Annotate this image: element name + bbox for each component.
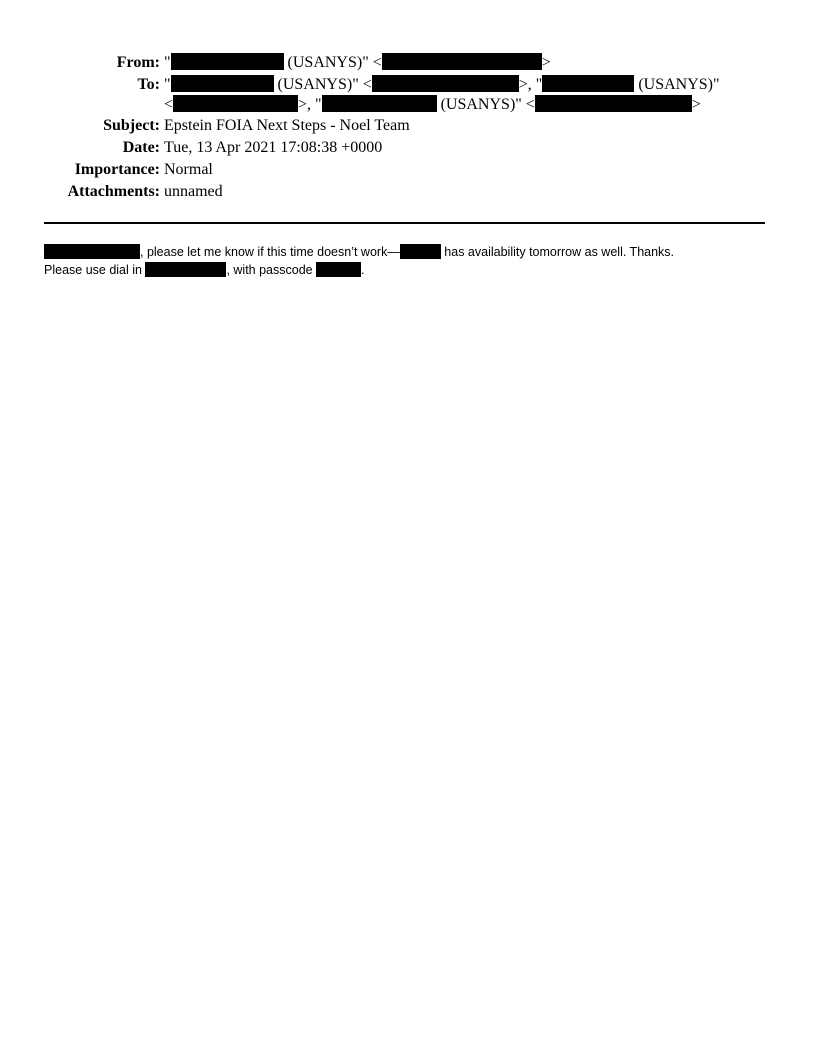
importance-row xyxy=(40,159,760,181)
date-value: Tue, 13 Apr 2021 17:08:38 +0000 xyxy=(164,139,383,156)
redaction-box xyxy=(44,244,140,259)
date-label: Date: xyxy=(122,139,160,156)
attachments-value: unnamed xyxy=(164,183,223,200)
from-value: " (USANYS)" < > xyxy=(164,54,551,71)
body-line-1: , please let me know if this time doesn’t work— has availability tomorrow as well. Thanks. xyxy=(44,243,764,261)
to-label: To: xyxy=(137,76,160,93)
redaction-box xyxy=(145,262,226,277)
from-label: From: xyxy=(116,54,160,71)
to-value-line2: < >, " (USANYS)" < > xyxy=(164,96,701,113)
subject-row xyxy=(40,115,760,137)
body-line-2: Please use dial in , with passcode . xyxy=(44,263,365,277)
redaction-box xyxy=(322,95,437,112)
redaction-box xyxy=(316,262,361,277)
header-divider xyxy=(44,222,765,224)
to-row xyxy=(40,74,760,96)
redaction-box xyxy=(171,53,284,70)
redaction-box xyxy=(542,75,634,92)
redaction-box xyxy=(535,95,692,112)
date-row xyxy=(40,137,760,159)
attachments-row xyxy=(40,181,760,203)
redaction-box xyxy=(372,75,519,92)
redaction-box xyxy=(171,75,274,92)
redaction-box xyxy=(382,53,542,70)
to-value-line1: " (USANYS)" < >, " (USANYS)" xyxy=(164,76,720,93)
subject-value: Epstein FOIA Next Steps - Noel Team xyxy=(164,117,410,134)
email-body xyxy=(44,243,764,279)
from-row xyxy=(40,52,760,74)
redaction-box xyxy=(173,95,298,112)
to-row-continued xyxy=(40,94,760,116)
importance-label: Importance: xyxy=(74,161,160,178)
subject-label: Subject: xyxy=(103,117,160,134)
attachments-label: Attachments: xyxy=(67,183,160,200)
redaction-box xyxy=(400,244,441,259)
importance-value: Normal xyxy=(164,161,213,178)
